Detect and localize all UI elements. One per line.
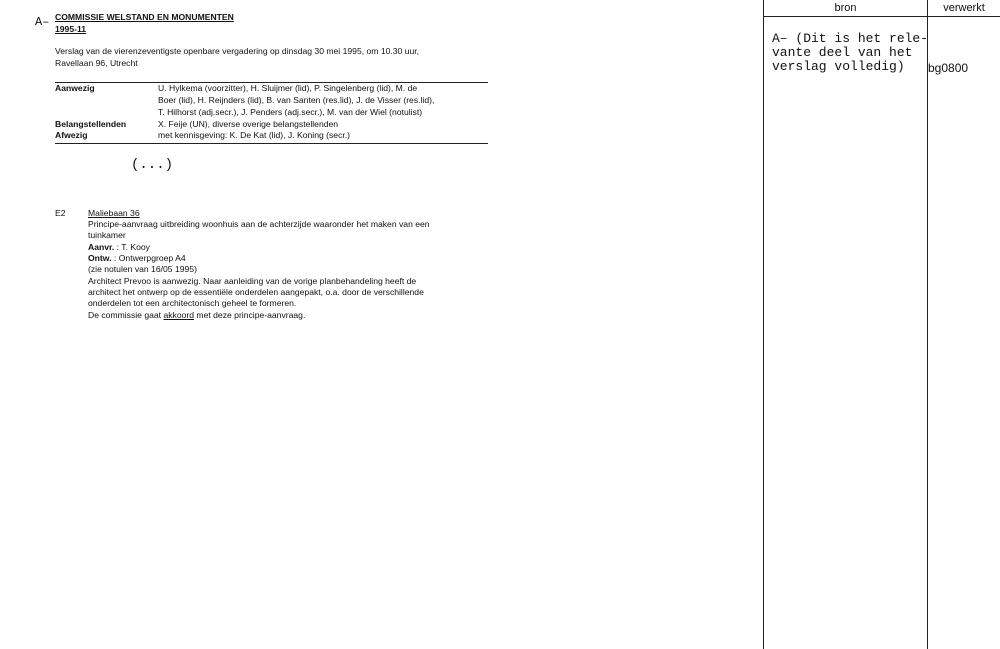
item-ontw <box>88 253 186 264</box>
aanwezig-label: Aanwezig <box>55 83 95 93</box>
aanvr-value: : T. Kooy <box>116 242 150 252</box>
item-aanvr <box>88 242 150 253</box>
item-body-1: Architect Prevoo is aanwezig. Naar aanleiding van de vorige planbehandeling heeft de <box>88 276 417 286</box>
bron-note-line-1: A– (Dit is het rele- <box>772 31 929 46</box>
conclusion-pre: De commissie gaat <box>88 310 164 320</box>
column-header-verwerkt: verwerkt <box>943 2 985 14</box>
conclusion-keyword: akkoord <box>163 310 195 320</box>
aanvr-label: Aanvr. <box>88 242 115 252</box>
intro-line-2: Ravellaan 96, Utrecht <box>55 58 138 68</box>
verwerkt-code: bg0800 <box>928 61 969 75</box>
aanwezig-line-2: Boer (lid), H. Reijnders (lid), B. van Santen (res.lid), J. de Visser (res.lid), <box>158 95 435 105</box>
item-body-3: onderdelen tot een architectonisch geheel te formeren. <box>88 298 297 308</box>
margin-marker-a: A– <box>35 15 50 29</box>
belangstellenden-label: Belangstellenden <box>55 119 127 129</box>
afwezig-line: met kennisgeving: K. De Kat (lid), J. Koning (secr.) <box>158 130 351 140</box>
bron-note-line-2: vante deel van het <box>772 45 913 60</box>
table-bottom-rule <box>55 143 488 144</box>
item-address: Maliebaan 36 <box>88 208 140 218</box>
verwerkt-column-left-border <box>927 0 928 649</box>
document-year: 1995-11 <box>55 24 87 34</box>
document-title: COMMISSIE WELSTAND EN MONUMENTEN <box>55 12 234 22</box>
item-code: E2 <box>55 208 66 218</box>
bron-column-left-border <box>763 0 764 649</box>
intro-line-1: Verslag van de vierenzeventigste openbare vergadering op dinsdag 30 mei 1995, om 10.30 uur, <box>55 46 420 56</box>
aanwezig-line-1: U. Hylkema (voorzitter), H. Sluijmer (lid), P. Singelenberg (lid), M. de <box>158 83 418 93</box>
aanwezig-line-3: T. Hilhorst (adj.secr.), J. Penders (adj.secr.), M. van der Wiel (notulist) <box>158 107 423 117</box>
item-notulen: (zie notulen van 16/05 1995) <box>88 264 197 274</box>
item-conclusion <box>88 310 305 321</box>
column-header-rule <box>763 16 1000 17</box>
column-header-bron: bron <box>834 2 857 14</box>
ontw-value: : Ontwerpgroep A4 <box>113 253 186 263</box>
afwezig-label: Afwezig <box>55 130 88 140</box>
item-body-2: architect het ontwerp op de essentiële onderdelen aangepakt, o.a. door de verschillende <box>88 287 424 297</box>
ellipsis: (...) <box>131 157 174 173</box>
item-desc-1: Principe-aanvraag uitbreiding woonhuis aan de achterzijde waaronder het maken van een <box>88 219 430 229</box>
bron-note <box>772 32 928 74</box>
bron-note-line-3: verslag volledig) <box>772 59 905 74</box>
item-desc-2: tuinkamer <box>88 230 126 240</box>
belangstellenden-line: X. Feije (UN), diverse overige belangstellenden <box>158 119 339 129</box>
ontw-label: Ontw. <box>88 253 112 263</box>
conclusion-post: met deze principe-aanvraag. <box>194 310 306 320</box>
